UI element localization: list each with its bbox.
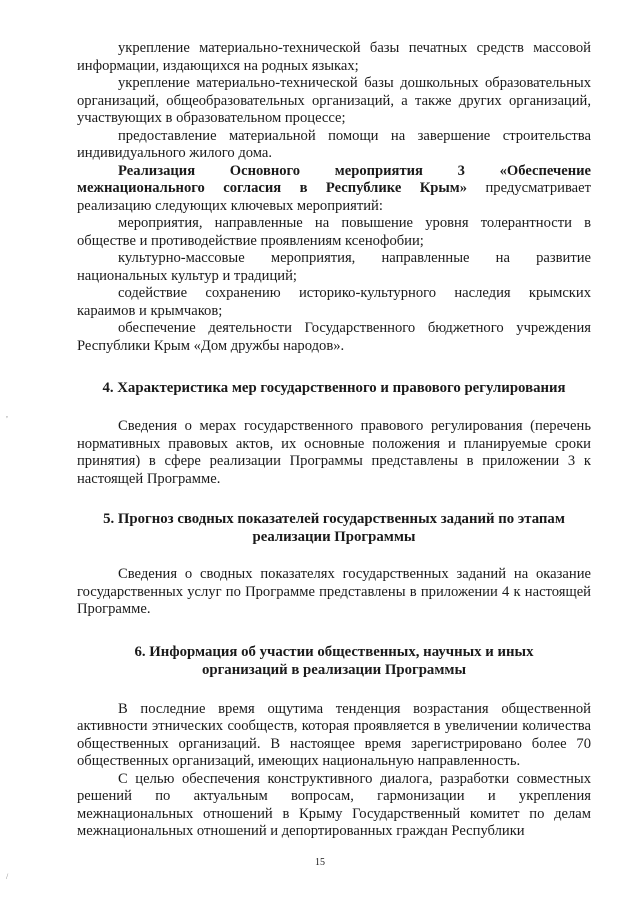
section-5-heading-line1: 5. Прогноз сводных показателей государственных заданий по этапам xyxy=(103,511,565,527)
section-5-heading xyxy=(77,510,591,546)
paragraph-media-base: укрепление материально-технической базы печатных средств массовой информации, издающихся на родных языках; xyxy=(77,40,591,74)
section-5-heading-line2: реализации Программы xyxy=(252,529,416,545)
realization-bold: Реализация Основного мероприятия 3 «Обеспечение межнационального согласия в Республике Крым» xyxy=(77,162,591,196)
section-6-heading xyxy=(77,643,591,679)
page-body xyxy=(77,40,591,841)
scan-speck: / xyxy=(6,872,9,881)
measure-friendship-house: обеспечение деятельности Государственного бюджетного учреждения Республики Крым «Дом дружбы народов». xyxy=(77,320,591,354)
section-6-heading-line1: 6. Информация об участии общественных, научных и иных xyxy=(134,643,534,660)
section-5-text: Сведения о сводных показателях государственных заданий на оказание государственных услуг по Программе представлены в приложении 4 к настоящей Программе. xyxy=(77,566,591,617)
section-6-paragraph-1: В последние время ощутима тенденция возрастания общественной активности этнических сообществ, которая проявляется в увеличении количества общественных организаций. В настоящее время зарегистрировано более 70 общественных организаций, имеющих национальную направленность. xyxy=(77,700,591,769)
realization-rest: предусматривает реализацию следующих ключевых мероприятий: xyxy=(77,180,591,214)
measure-heritage: содействие сохранению историко-культурного наследия крымских караимов и крымчаков; xyxy=(77,285,591,319)
scan-speck: , xyxy=(6,410,8,419)
section-4-heading: 4. Характеристика мер государственного и правового регулирования xyxy=(102,380,566,396)
section-6-paragraph-2: С целью обеспечения конструктивного диалога, разработки совместных решений по актуальным вопросам, гармонизации и укрепления межнациональных отношений в Крыму Государственный комитет по делам межнациональных отношений и депортированных граждан Республики xyxy=(77,770,591,839)
paragraph-realization xyxy=(77,163,591,216)
section-6-heading-line2: организаций в реализации Программы xyxy=(201,661,467,678)
measure-tolerance: мероприятия, направленные на повышение уровня толерантности в обществе и противодействие проявлениям ксенофобии; xyxy=(77,215,591,249)
paragraph-education-base: укрепление материально-технической базы дошкольных образовательных организаций, общеобразовательных организаций, а также других организаций, участвующих в образовательном процессе; xyxy=(77,75,591,126)
page-number: 15 xyxy=(315,857,325,868)
measure-cultural: культурно-массовые мероприятия, направленные на развитие национальных культур и традиций; xyxy=(77,250,591,284)
paragraph-housing-aid: предоставление материальной помощи на завершение строительства индивидуального жилого дома. xyxy=(77,127,591,161)
section-4-text: Сведения о мерах государственного правового регулирования (перечень нормативных правовых актов, их основные положения и планируемые сроки принятия) в сфере реализации Программы представлены в приложении 3 к настоящей Программе. xyxy=(77,418,591,487)
